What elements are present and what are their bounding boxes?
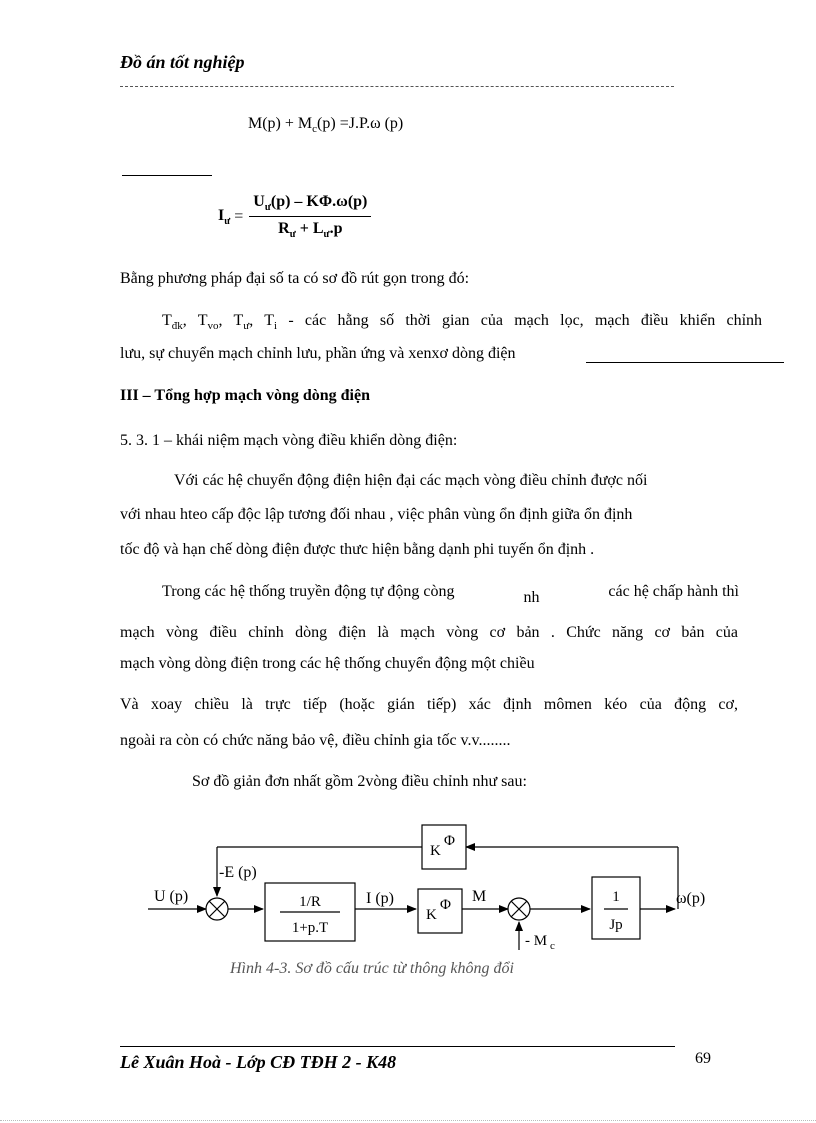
- header-divider: [120, 86, 674, 87]
- block1-denominator: 1+p.T: [291, 920, 329, 936]
- block-diagram: [120, 805, 720, 955]
- emf-label: -E (p): [219, 864, 257, 881]
- kphi-k: K: [426, 907, 437, 923]
- blank-underline: [586, 362, 784, 363]
- footer-divider: [120, 1046, 675, 1047]
- paragraph-line: ngoài ra còn có chức năng bảo vệ, điều chỉnh gia tốc v.v........: [120, 732, 511, 749]
- equation-torque: $M(p) + M_c(p) =J.P.\omega$ (p): [248, 115, 404, 136]
- block1-numerator: 1/R: [299, 894, 321, 910]
- paragraph-line: mạch vòng dòng điện trong các hệ thống chuyển động một chiều: [120, 655, 535, 672]
- input-label: U (p): [154, 888, 189, 905]
- output-label: ω(p): [676, 890, 706, 907]
- kphi-phi: Φ: [440, 897, 451, 913]
- block3-numerator: 1: [612, 889, 620, 905]
- paragraph-line: mạch vòng điều chỉnh dòng điện là mạch vòng cơ bản . Chức năng cơ bản của: [120, 624, 738, 641]
- paragraph-line: Và xoay chiều là trực tiếp (hoặc gián tiếp) xác định mômen kéo của động cơ,: [120, 696, 738, 713]
- torque-label: M: [472, 888, 487, 905]
- paragraph-time-constants-cont: lưu, sự chuyển mạch chỉnh lưu, phần ứng và xenxơ dòng điện: [120, 345, 516, 362]
- page-number: 69: [695, 1050, 711, 1067]
- kphi-feedback-k: K: [430, 843, 441, 859]
- paragraph-line: Trong các hệ thống truyền động tự động còng nh các hệ chấp hành thì: [162, 583, 739, 606]
- equation-current: $I_ư$ = $\frac{U_ư(p) - K\Phi.\omega(p)}{R_ư + L_ư.p}$: [218, 193, 371, 240]
- current-label: I (p): [366, 890, 394, 907]
- section-heading: III – Tổng hợp mạch vòng dòng điện: [120, 387, 370, 404]
- block3-denominator: Jp: [609, 917, 623, 933]
- page-header-title: Đồ án tốt nghiệp: [120, 52, 245, 72]
- paragraph-intro: Bằng phương pháp đại số ta có sơ đồ rút gọn trong đó:: [120, 270, 470, 287]
- short-rule: [122, 175, 212, 176]
- page-bottom-edge: [0, 1120, 816, 1121]
- kphi-feedback-phi: Φ: [444, 833, 455, 849]
- paragraph-line: tốc độ và hạn chế dòng điện được thưc hiện bằng dạnh phi tuyến ổn định .: [120, 541, 595, 558]
- load-torque-sub: c: [550, 940, 555, 952]
- paragraph-line: Sơ đồ giản đơn nhất gồm 2vòng điều chỉnh như sau:: [192, 773, 527, 790]
- paragraph-line: Với các hệ chuyển động điện hiện đại các mạch vòng điều chỉnh được nối: [174, 472, 648, 489]
- paragraph-time-constants: $T_{đk}$, $T_{vo}$, $T_ư$, $T_i$ - các hằng số thời gian của mạch lọc, mạch điều khiển chỉnh: [162, 312, 763, 333]
- subsection-heading: 5. 3. 1 – khái niệm mạch vòng điều khiển dòng điện:: [120, 432, 458, 449]
- load-torque-label: - M: [525, 933, 548, 949]
- footer-author: Lê Xuân Hoà - Lớp CĐ TĐH 2 - K48: [120, 1052, 397, 1072]
- paragraph-line: với nhau hteo cấp độc lập tương đối nhau , việc phân vùng ổn định giữa ổn định: [120, 506, 633, 523]
- figure-caption: Hình 4-3. Sơ đồ cấu trúc từ thông không đổi: [230, 960, 514, 977]
